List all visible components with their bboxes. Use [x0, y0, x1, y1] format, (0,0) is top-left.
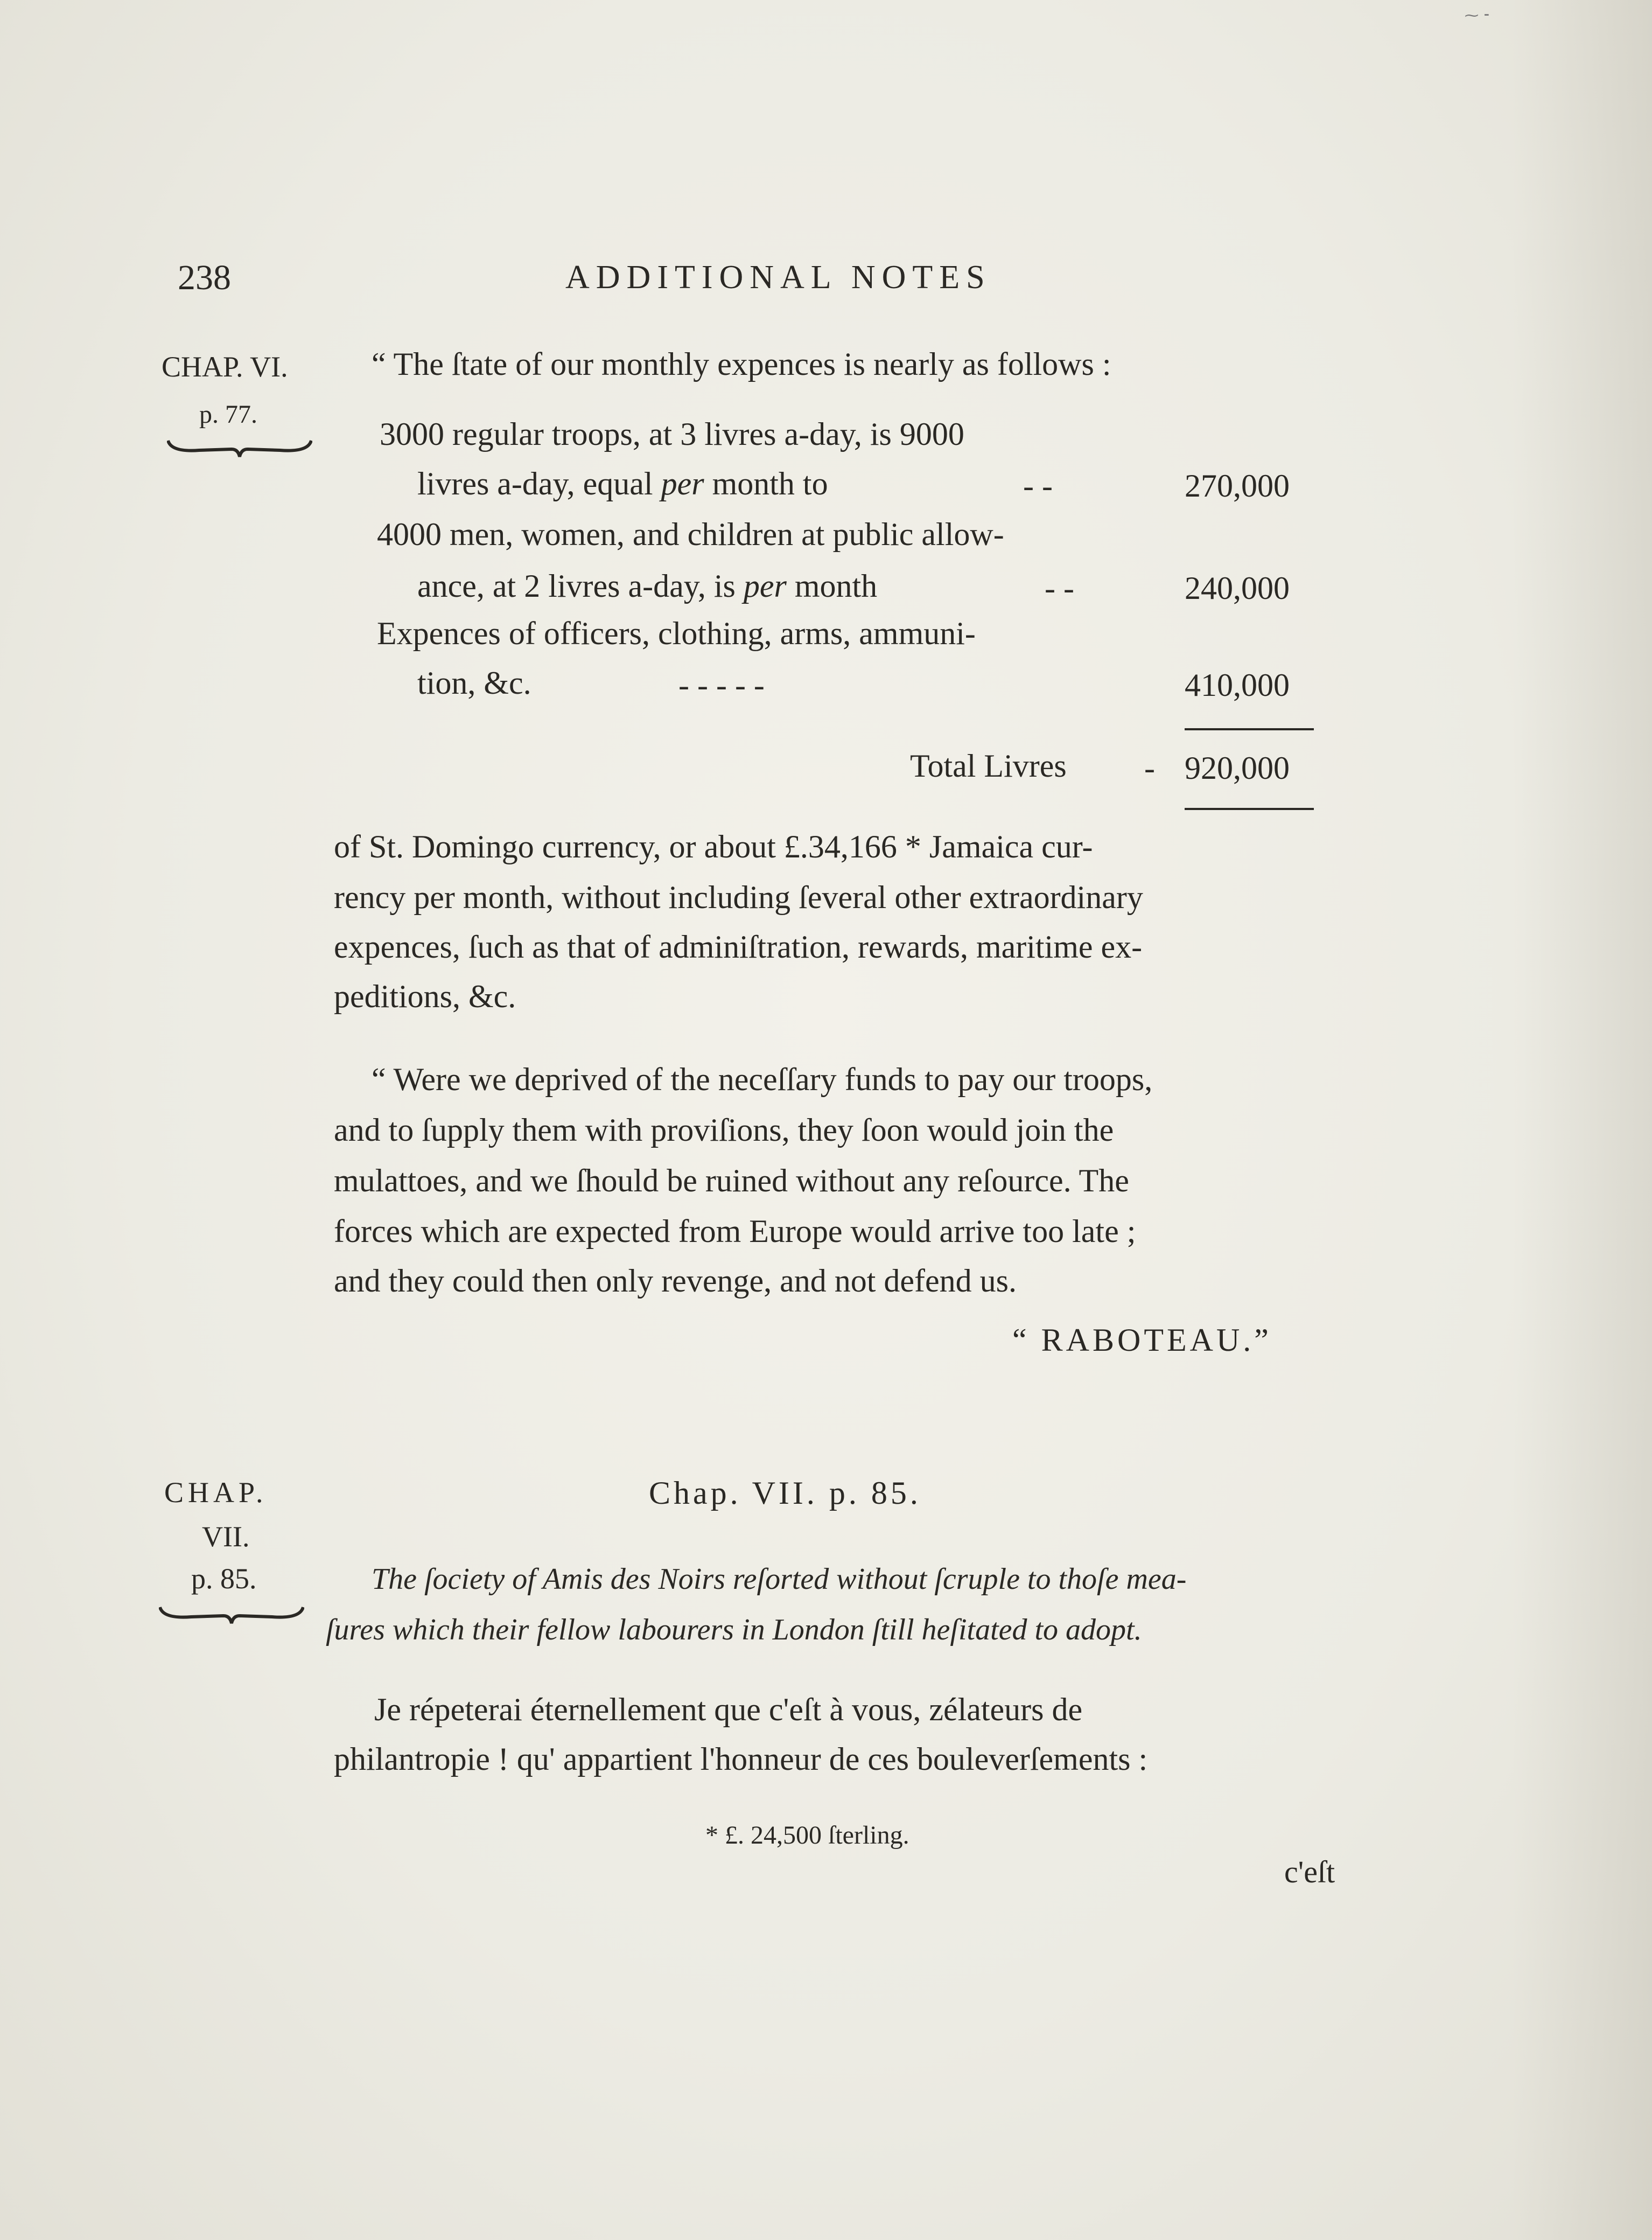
total-amount: 920,000	[1185, 750, 1290, 786]
margin-note-page-85: p. 85.	[191, 1562, 257, 1595]
deprived-line-3: mulattoes, and we ſhould be ruined without any reſource. The	[334, 1163, 1129, 1198]
deprived-line-5: and they could then only revenge, and not defend us.	[334, 1263, 1017, 1299]
expense-item-2-dashes: - -	[1045, 570, 1074, 606]
total-rule	[1185, 808, 1314, 810]
expense-item-2-amount: 240,000	[1185, 570, 1290, 606]
chapter-heading: Chap. VII. p. 85.	[649, 1475, 921, 1511]
margin-brace-icon	[159, 1603, 304, 1624]
expense-item-3-amount: 410,000	[1185, 667, 1290, 703]
running-head: ADDITIONAL NOTES	[565, 259, 991, 296]
currency-line-1: of St. Domingo currency, or about £.34,166 * Jamaica cur-	[334, 829, 1093, 864]
currency-line-2: rency per month, without including ſeveral other extraordinary	[334, 880, 1143, 915]
expense-item-3-line1: Expences of officers, clothing, arms, ammuni-	[377, 616, 976, 651]
expense-item-1-line2: livres a-day, equal per month to	[417, 466, 828, 501]
currency-line-3: expences, ſuch as that of adminiſtration, rewards, maritime ex-	[334, 929, 1143, 965]
expense-item-2-line2: ance, at 2 livres a-day, is per month	[417, 568, 878, 604]
expenses-intro: “ The ſtate of our monthly expences is nearly as follows :	[372, 346, 1111, 382]
footnote: * £. 24,500 ſterling.	[705, 1821, 909, 1850]
expense-item-1-dashes: - -	[1023, 468, 1053, 504]
margin-note-vii: VII.	[202, 1520, 250, 1553]
subtotal-rule	[1185, 728, 1314, 730]
deprived-line-4: forces which are expected from Europe would arrive too late ;	[334, 1213, 1136, 1249]
french-line-1: Je répeterai éternellement que c'eſt à vous, zélateurs de	[374, 1692, 1083, 1727]
page-number: 238	[178, 258, 231, 297]
expense-item-1-line1: 3000 regular troops, at 3 livres a-day, is 9000	[380, 416, 964, 452]
expense-item-3-line2: tion, &c.	[417, 665, 531, 701]
expense-item-2-line1: 4000 men, women, and children at public allow-	[377, 517, 1004, 552]
chapter-summary-line-2: ſures which their fellow labourers in London ſtill heſitated to adopt.	[326, 1613, 1142, 1646]
total-label: Total Livres	[910, 748, 1067, 784]
deprived-line-2: and to ſupply them with proviſions, they ſoon would join the	[334, 1112, 1114, 1148]
margin-note-chap: CHAP.	[164, 1476, 268, 1509]
chapter-summary-line-1: The ſociety of Amis des Noirs reſorted without ſcruple to thoſe mea-	[372, 1562, 1187, 1596]
margin-brace-icon	[167, 436, 312, 458]
french-line-2: philantropie ! qu' appartient l'honneur de ces bouleverſements :	[334, 1741, 1148, 1777]
expense-item-1-amount: 270,000	[1185, 468, 1290, 504]
currency-line-4: peditions, &c.	[334, 979, 516, 1014]
margin-note-page-77: p. 77.	[199, 400, 257, 429]
deprived-line-1: “ Were we deprived of the neceſſary funds to pay our troops,	[372, 1062, 1153, 1097]
corner-mark: ⁓ ⁃	[1465, 8, 1490, 24]
expense-item-3-dashes: - - - - -	[678, 667, 765, 703]
total-dash: -	[1144, 750, 1155, 786]
margin-note-chap-vi: CHAP. VI.	[162, 351, 288, 383]
signature: “ RABOTEAU.”	[1012, 1322, 1272, 1358]
gutter-shadow	[1512, 0, 1652, 2240]
catchword: c'eſt	[1284, 1854, 1335, 1889]
